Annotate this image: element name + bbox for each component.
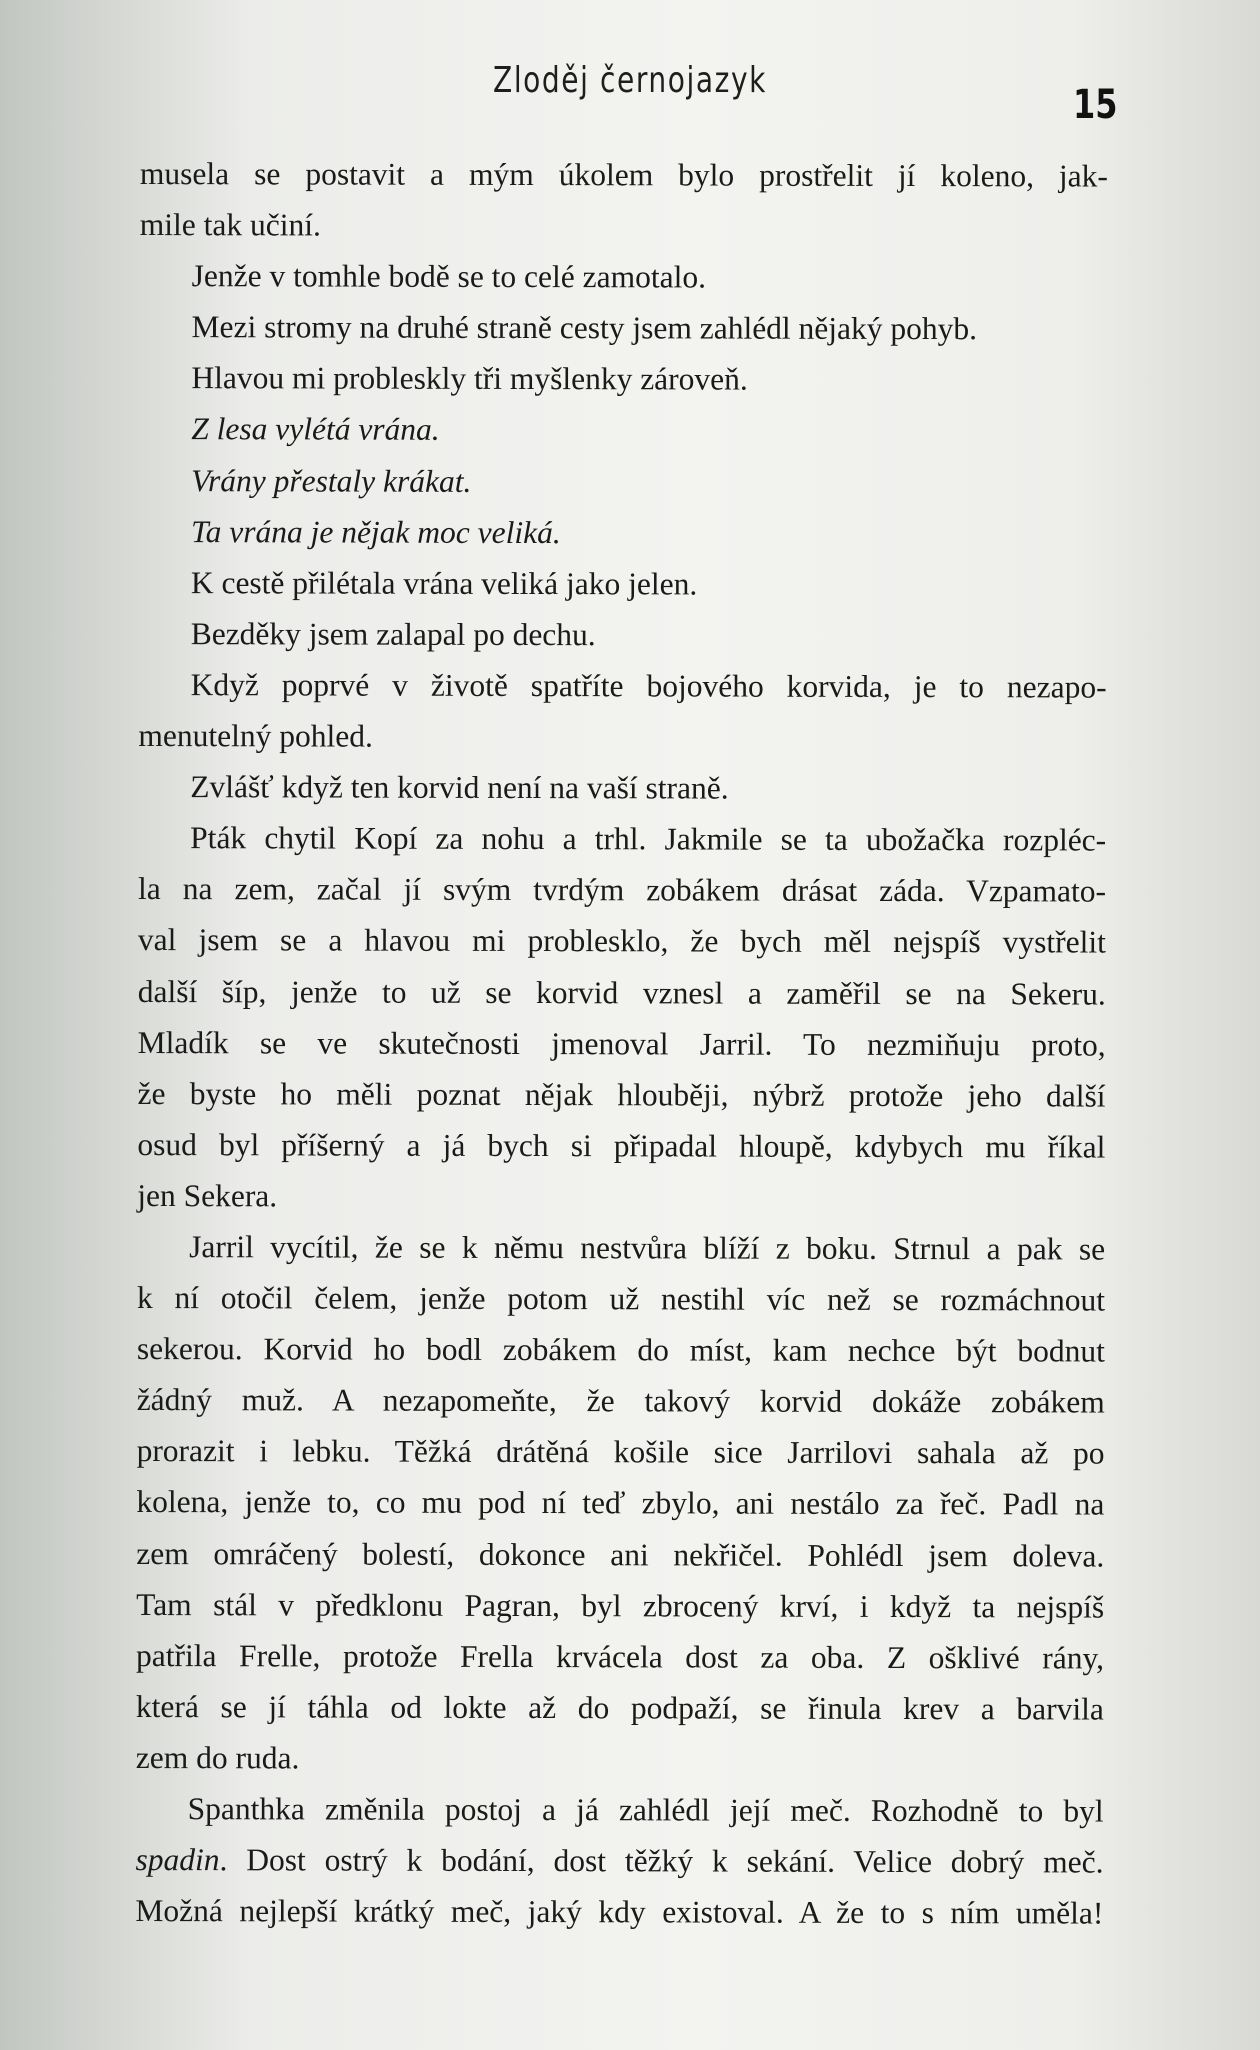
text-line: Mezi stromy na druhé straně cesty jsem zahlédl nějaký pohyb. (191, 309, 978, 347)
text-line: zem do ruda. (135, 1739, 300, 1776)
text-line: la na zem, začal jí svým tvrdým zobákem drásat záda. Vzpamato- (138, 871, 1107, 909)
text-line: patřila Frelle, protože Frella krvácela dost za oba. Z ošklivé rány, (136, 1637, 1105, 1676)
text-line: jen Sekera. (137, 1177, 278, 1214)
text-segment: spadin (135, 1842, 220, 1878)
text-line: žádný muž. A nezapomeňte, že takový korvid dokáže zobákem (136, 1382, 1105, 1420)
text-line: sekerou. Korvid ho bodl zobákem do míst, kam nechce být bodnut (136, 1331, 1105, 1369)
page-number: 15 (1073, 82, 1118, 128)
text-line: Zvlášť když ten korvid není na vaší straně. (190, 769, 729, 806)
text-line: Jarril vycítil, že se k němu nestvůra blíží z boku. Strnul a pak se (189, 1229, 1106, 1267)
text-line: Mladík se ve skutečnosti jmenoval Jarril. To nezmiňuju proto, (137, 1024, 1106, 1063)
text-line: Když poprvé v životě spatříte bojového korvida, je to nezapo- (190, 667, 1107, 705)
text-line: kolena, jenže to, co mu pod ní teď zbylo, ani nestálo za řeč. Padl na (136, 1484, 1105, 1522)
text-line (135, 1834, 1103, 1888)
text-line: osud byl příšerný a já bych si připadal hloupě, kdybych mu říkal (137, 1126, 1106, 1165)
text-line: val jsem se a hlavou mi problesklo, že bych měl nejspíš vystřelit (137, 922, 1106, 960)
text-segment: . Dost ostrý k bodání, dost těžký k sekání. Velice dobrý meč. (219, 1842, 1104, 1880)
text-line: Jenže v tomhle bodě se to celé zamotalo. (191, 258, 707, 295)
text-line: prorazit i lebku. Těžká drátěná košile sice Jarrilovi sahala až po (136, 1433, 1105, 1471)
text-line: K cestě přilétala vrána veliká jako jelen. (190, 564, 698, 602)
text-line: Ta vrána je nějak moc veliká. (190, 513, 561, 550)
text-line: musela se postavit a mým úkolem bylo prostřelit jí koleno, jak- (139, 155, 1108, 194)
text-line: Možná nejlepší krátký meč, jaký kdy existoval. A že to s ním uměla! (135, 1893, 1104, 1931)
text-line: mile tak učiní. (139, 207, 321, 243)
text-line: zem omráčený bolestí, dokonce ani nekřičel. Pohlédl jsem doleva. (136, 1535, 1105, 1574)
text-line: Spanthka změnila postoj a já zahlédl její meč. Rozhodně to byl (187, 1791, 1104, 1829)
text-line: další šíp, jenže to už se korvid vznesl a zaměřil se na Sekeru. (137, 973, 1106, 1012)
text-line: že byste ho měli poznat nějak hlouběji, nýbrž protože jeho další (137, 1075, 1106, 1114)
text-line: která se jí táhla od lokte až do podpaží, se řinula krev a barvila (135, 1688, 1104, 1727)
text-line: k ní otočil čelem, jenže potom už nestihl víc než se rozmáchnout (136, 1280, 1106, 1318)
body-text (135, 148, 1108, 1939)
text-line: Vrány přestaly krákat. (191, 462, 472, 499)
text-line: Bezděky jsem zalapal po dechu. (190, 615, 596, 653)
text-line: Hlavou mi probleskly tři myšlenky zároveň. (191, 360, 748, 397)
text-line: Tam stál v předklonu Pagran, byl zbrocený krví, i když ta nejspíš (136, 1586, 1105, 1625)
text-line: menutelný pohled. (138, 718, 373, 754)
running-head: Zloděj černojazyk (493, 60, 767, 101)
text-line: Z lesa vylétá vrána. (191, 411, 440, 448)
text-line: Pták chytil Kopí za nohu a trhl. Jakmile se ta ubožačka rozpléc- (190, 820, 1107, 858)
